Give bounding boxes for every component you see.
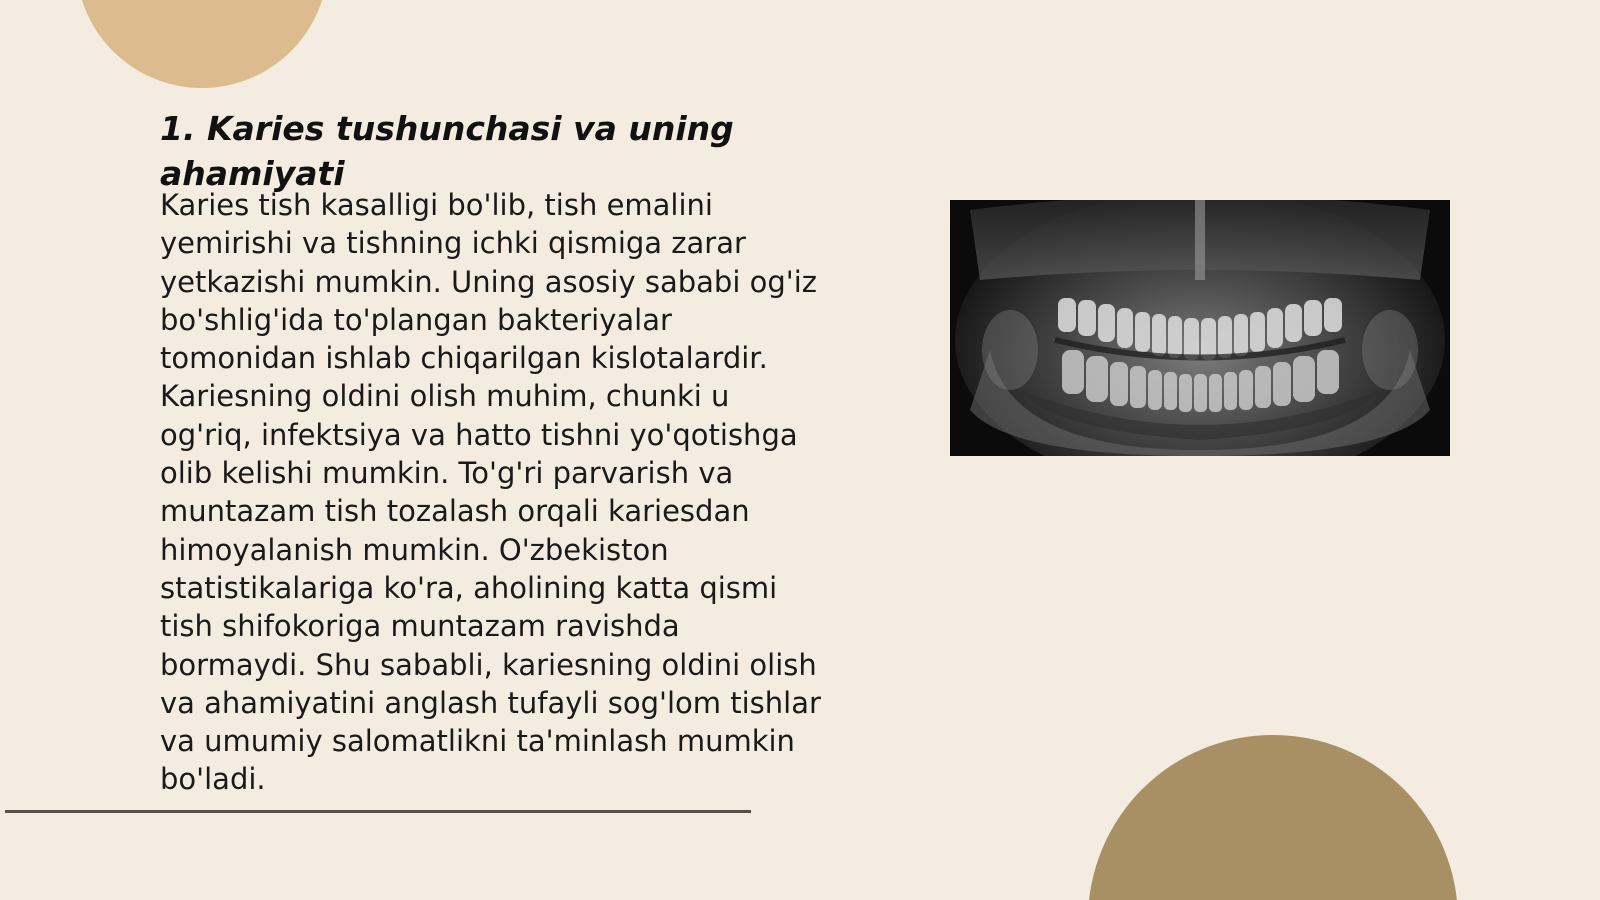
body-line: va umumiy salomatlikni ta'minlash mumkin (160, 724, 795, 759)
dental-xray-image (950, 200, 1450, 456)
body-line: bo'shlig'ida to'plangan bakteriyalar (160, 302, 672, 337)
body-line: Kariesning oldini olish muhim, chunki u (160, 379, 730, 414)
body-line: yetkazishi mumkin. Uning asosiy sababi og'iz (160, 264, 818, 299)
body-line: va ahamiyatini anglash tufayli sog'lom tishlar (160, 685, 821, 720)
decorative-circle-bottom (1088, 735, 1458, 900)
slide-title: 1. Karies tushunchasi va uning ahamiyati (160, 109, 734, 193)
horizontal-divider (5, 810, 751, 813)
decorative-circle-top (76, 0, 328, 88)
body-line: tish shifokoriga muntazam ravishda (160, 609, 680, 644)
body-line: yemirishi va tishning ichki qismiga zarar (160, 226, 746, 261)
body-line: bo'ladi. (160, 762, 266, 797)
body-line: himoyalanish mumkin. O'zbekiston (160, 532, 669, 567)
body-line: tomonidan ishlab chiqarilgan kislotalardir. (160, 341, 768, 376)
body-line: statistikalariga ko'ra, aholining katta qismi (160, 570, 778, 605)
body-line: bormaydi. Shu sababli, kariesning oldini olish (160, 647, 817, 682)
body-line: muntazam tish tozalash orqali kariesdan (160, 494, 750, 529)
body-line: og'riq, infektsiya va hatto tishni yo'qotishga (160, 417, 798, 452)
body-line: olib kelishi mumkin. To'g'ri parvarish va (160, 456, 734, 491)
dental-xray-icon (950, 200, 1450, 456)
body-paragraph (160, 186, 850, 799)
body-line: Karies tish kasalligi bo'lib, tish emalini (160, 188, 713, 222)
